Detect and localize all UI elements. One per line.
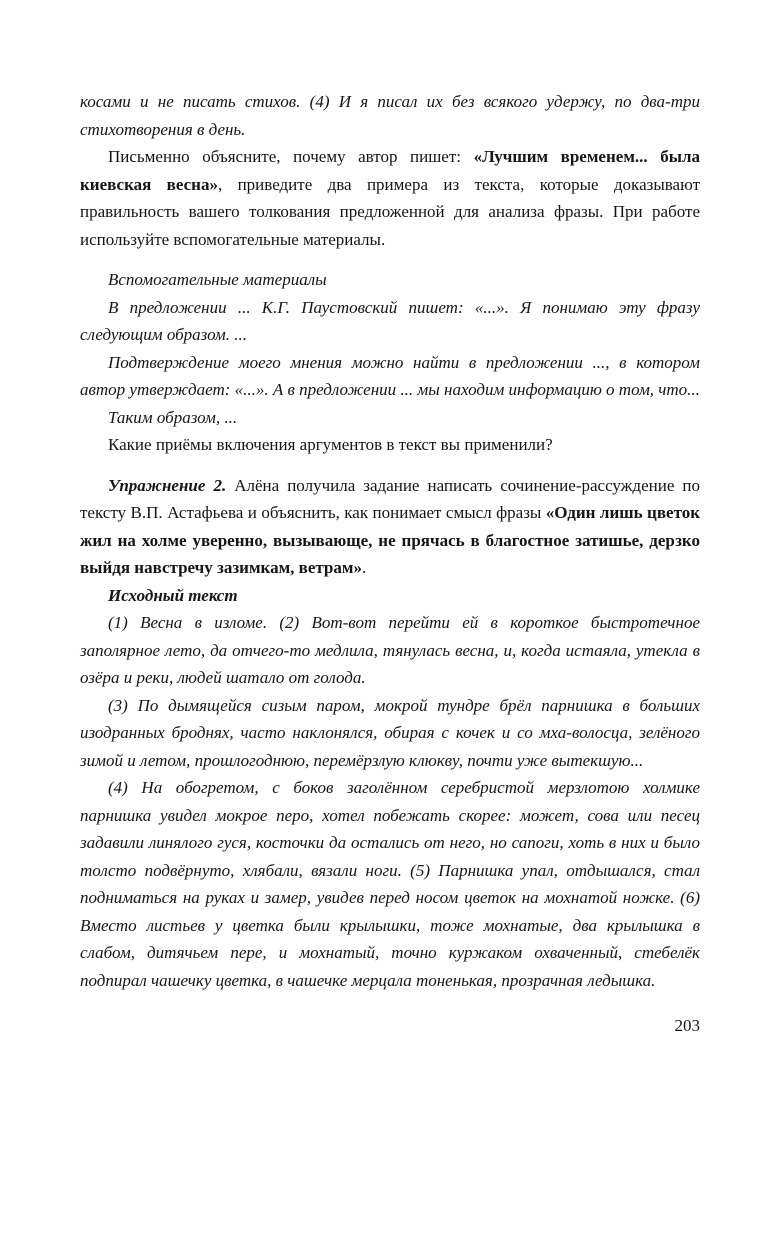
text-segment: Вспомогательные материалы (108, 270, 327, 289)
text-segment: В предложении ... К.Г. Паустовский пишет: «...». Я понимаю эту фразу следующим образом. ... (80, 297, 700, 344)
task-instruction (80, 143, 700, 253)
text-segment: «Лучшим временем... была киевская весна» (80, 147, 700, 194)
text-block (80, 88, 700, 1040)
text-segment: Алёна получила задание написать сочинение-рассуждение по тексту В.П. Астафьева и объяснить, как понимает смысл фразы (80, 475, 700, 522)
materials-heading (80, 266, 700, 294)
text-segment: Подтверждение моего мнения можно найти в предложении ..., в котором автор утверждает: «...». А в предложении ... мы находим информацию о том, что... (80, 352, 700, 399)
materials-template-3 (80, 404, 700, 432)
text-segment: «Один лишь цветок жил на холме уверенно, вызывающе, не прячась в благостное затишье, дерзко выйдя навстречу зазимкам, ветрам» (80, 503, 700, 577)
materials-template-2 (80, 349, 700, 404)
text-segment: (3) По дымящейся сизым паром, мокрой тундре брёл парнишка в больших изодранных броднях, часто наклонялся, обирая с кочек и со мха-волосца, зелёного зимой и летом, прошлогоднюю, перемёрзлую клюкву, почти уже вытекшую... (80, 695, 700, 770)
text-segment: Какие приёмы включения аргументов в текст вы применили? (108, 435, 553, 454)
text-segment: косами и не писать стихов. (4) И я писал их без всякого удержу, по два-три стихотворения в день. (80, 92, 700, 139)
source-sentence-3 (80, 692, 700, 775)
exercise-2 (80, 472, 700, 582)
text-segment: Исходный текст (108, 585, 238, 605)
text-segment: (1) Весна в изломе. (2) Вот-вот перейти ей в короткое быстротечное заполярное лето, да отчего-то медлила, тянулась весна, и, когда истаяла, утекла в озёра и реки, людей шатало от голода. (80, 613, 700, 687)
materials-question (80, 431, 700, 459)
page-number: 203 (674, 1016, 700, 1035)
text-segment: , приведите два примера из текста, которые доказывают правильность вашего толкования предложенной для анализа фразы. При работе используйте вспомогательные материалы. (80, 174, 700, 249)
text-segment: (4) На обогретом, с боков заголённом серебристой мерзлотою холмике парнишка увидел мокрое перо, хотел побежать скорее: может, сова или песец задавили линялого гуся, косточки да остались от него, но сапоги, хоть в них и было толсто подвёрнуто, хлябали, вязали ноги. (5) Парнишка упал, отдышался, стал подниматься на руках и замер, увидев перед носом цветок на мохнатой ножке. (6) Вместо листьев у цветка были крылышки, тоже мохнатые, два крылышка в слабом, дитячьем пере, и мохнатый, точно куржаком охваченный, стебелёк подпирал чашечку цветка, в чашечке мерцала тоненькая, прозрачная ледышка. (80, 778, 700, 990)
source-sentences-4-6 (80, 774, 700, 994)
source-sentences-1-2 (80, 609, 700, 692)
text-segment: Таким образом, ... (108, 407, 238, 427)
materials-template-1 (80, 294, 700, 349)
source-text-continuation (80, 88, 700, 143)
text-segment: Письменно объясните, почему автор пишет: (108, 147, 474, 166)
text-segment: . (361, 558, 367, 577)
source-text-heading (80, 582, 700, 610)
text-segment: Упражнение 2. (108, 475, 227, 495)
